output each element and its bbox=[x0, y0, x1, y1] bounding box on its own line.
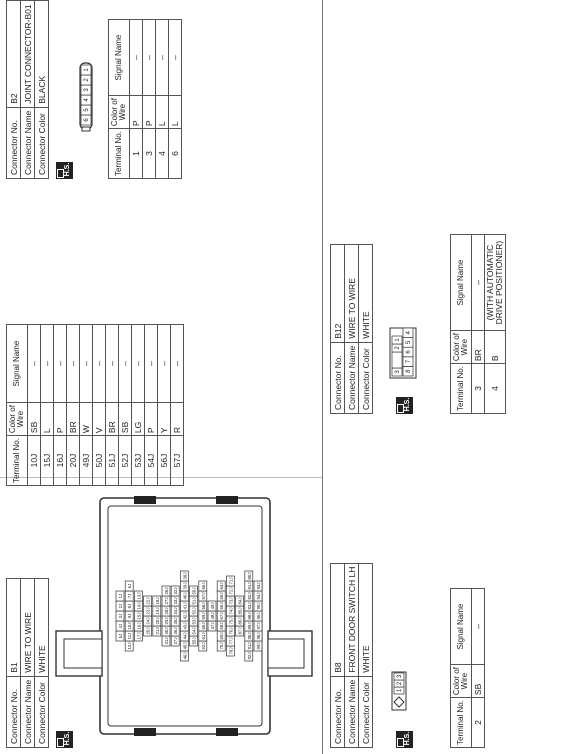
pin-label: 8 bbox=[406, 369, 412, 373]
signal-name-header: Signal Name bbox=[7, 325, 28, 403]
pin-label: 1J bbox=[118, 593, 123, 599]
pin-label: 88J bbox=[246, 612, 252, 620]
pin-label: 45J bbox=[182, 642, 188, 650]
wire-color: P bbox=[130, 96, 143, 129]
hs-icon: H.S. bbox=[396, 397, 413, 414]
pin-label: 38J bbox=[182, 572, 188, 580]
pin-label: 4 bbox=[84, 98, 90, 102]
terminal-no: 57J bbox=[171, 436, 184, 486]
connector-b8-info-table bbox=[330, 563, 373, 748]
pin-label: 42J bbox=[182, 612, 188, 620]
connector-no-value: B2 bbox=[7, 1, 21, 107]
pin-label: 28J bbox=[164, 607, 169, 615]
terminal-row bbox=[472, 235, 485, 414]
pin-label: 72J bbox=[228, 587, 234, 595]
pin-label: 41J bbox=[182, 602, 188, 610]
pin-label: 96J bbox=[256, 612, 261, 620]
pin-label: 29J bbox=[164, 617, 169, 625]
pin-label: 26J bbox=[164, 587, 169, 595]
terminal-row bbox=[145, 325, 158, 486]
terminal-no: 20J bbox=[67, 436, 80, 486]
pin-label: 35J bbox=[173, 617, 179, 625]
terminal-row bbox=[472, 589, 485, 748]
connector-no-value: B1 bbox=[7, 579, 21, 677]
pin-label: 1 bbox=[397, 688, 403, 693]
wire-color: P bbox=[143, 96, 156, 129]
pin-label: 67J bbox=[219, 612, 225, 620]
pin-label: 6 bbox=[84, 118, 90, 122]
terminal-no: 4 bbox=[485, 364, 506, 414]
pin-label: 47J bbox=[210, 622, 215, 630]
pin-label: 93J bbox=[256, 582, 261, 590]
pin-label: 53J bbox=[191, 617, 197, 625]
pin-label: 87J bbox=[237, 627, 243, 635]
pin-label: 86J bbox=[237, 617, 243, 625]
signal-name: – bbox=[156, 20, 169, 96]
pin-label: 95J bbox=[256, 602, 261, 610]
pin-label: 5J bbox=[118, 633, 123, 639]
pin-label: 77J bbox=[228, 637, 234, 645]
connector-color-value: WHITE bbox=[359, 245, 373, 343]
pin-label: 34J bbox=[173, 607, 179, 615]
connector-b12-info-table bbox=[330, 244, 373, 414]
pin-label: 56J bbox=[200, 582, 206, 590]
signal-name: – bbox=[119, 325, 132, 403]
signal-name-header: Signal Name bbox=[109, 20, 130, 96]
pin-label: 18J bbox=[154, 597, 160, 605]
pin-label: 61J bbox=[200, 632, 206, 640]
connector-name-value: WIRE TO WIRE bbox=[21, 579, 35, 677]
connector-b2-terminal-table bbox=[108, 19, 182, 179]
pin-label: 85J bbox=[237, 607, 243, 615]
signal-name: – bbox=[28, 325, 41, 403]
terminal-row bbox=[156, 20, 169, 179]
connector-name-label: Connector Name bbox=[21, 676, 35, 747]
connector-b2-face-diagram bbox=[66, 49, 106, 139]
pin-label: 2 bbox=[84, 78, 90, 82]
pin-label: 97J bbox=[256, 622, 261, 630]
connector-name-value: FRONT DOOR SWITCH LH bbox=[345, 563, 359, 676]
pin-label: 23J bbox=[145, 607, 151, 615]
signal-name: – bbox=[67, 325, 80, 403]
pin-label: 64J bbox=[219, 582, 225, 590]
pin-label: 82J bbox=[246, 592, 252, 600]
connector-no-label: Connector No. bbox=[331, 342, 345, 413]
wire-color: L bbox=[41, 403, 54, 436]
signal-name: – bbox=[54, 325, 67, 403]
pin-label: 81J bbox=[246, 582, 252, 590]
section-divider-horizontal bbox=[322, 0, 323, 754]
terminal-row bbox=[93, 325, 106, 486]
signal-name: – bbox=[41, 325, 54, 403]
terminal-no: 6 bbox=[169, 129, 182, 179]
terminal-no: 4 bbox=[156, 129, 169, 179]
pin-label: 33J bbox=[173, 597, 179, 605]
signal-name: – bbox=[130, 20, 143, 96]
pin-label: 19J bbox=[154, 607, 160, 615]
pin-label: 78J bbox=[228, 647, 234, 655]
pin-label: 9J bbox=[127, 613, 133, 619]
pin-label: 14J bbox=[136, 602, 142, 610]
connector-color-label: Connector Color bbox=[35, 676, 49, 747]
wire-color: P bbox=[145, 403, 158, 436]
pin-label: 24J bbox=[145, 617, 151, 625]
terminal-no: 51J bbox=[106, 436, 119, 486]
terminal-row bbox=[67, 325, 80, 486]
connector-color-label: Connector Color bbox=[359, 342, 373, 413]
signal-name-header: Signal Name bbox=[451, 589, 472, 665]
pin-label: 43J bbox=[182, 622, 188, 630]
connector-b1-info-table bbox=[6, 578, 49, 748]
pin-label: 15J bbox=[136, 612, 142, 620]
color-of-wire-header: Color of Wire bbox=[451, 331, 472, 364]
terminal-no: 1 bbox=[130, 129, 143, 179]
pin-label: 12J bbox=[127, 642, 133, 650]
pin-label: 57J bbox=[200, 592, 206, 600]
connector-b2-pin-array bbox=[81, 65, 91, 125]
pin-label: 92J bbox=[246, 652, 252, 660]
wire-color: SB bbox=[28, 403, 41, 436]
connector-no-value: B12 bbox=[331, 245, 345, 343]
connector-color-value: WHITE bbox=[359, 563, 373, 676]
connector-b12-section bbox=[330, 224, 504, 414]
wire-color: BR bbox=[67, 403, 80, 436]
pin-label: 94J bbox=[256, 592, 261, 600]
terminal-row bbox=[132, 325, 145, 486]
connector-b8-section bbox=[330, 558, 483, 748]
pin-label: 4J bbox=[118, 623, 123, 629]
pin-label: 8J bbox=[127, 603, 133, 609]
hs-icon: H.S. bbox=[56, 162, 73, 179]
pin-label: 13J bbox=[136, 592, 142, 600]
terminal-row bbox=[485, 235, 506, 414]
connector-no-value: B8 bbox=[331, 563, 345, 676]
pin-label: 46J bbox=[182, 652, 188, 660]
pin-label: 54J bbox=[191, 627, 197, 635]
terminal-no-header: Terminal No. bbox=[451, 364, 472, 414]
hs-icon: H.S. bbox=[396, 731, 413, 748]
hs-icon: H.S. bbox=[56, 731, 73, 748]
wire-color: BR bbox=[472, 331, 485, 364]
pin-label: 3 bbox=[397, 674, 403, 679]
terminal-no: 53J bbox=[132, 436, 145, 486]
connector-b8-face-diagram bbox=[382, 658, 432, 718]
wire-color: L bbox=[156, 96, 169, 129]
wire-color: Y bbox=[158, 403, 171, 436]
pin-label: 7 bbox=[406, 359, 412, 364]
pin-label: 2J bbox=[118, 603, 123, 609]
connector-name-label: Connector Name bbox=[345, 342, 359, 413]
wire-color: P bbox=[54, 403, 67, 436]
pin-label: 40J bbox=[182, 592, 188, 600]
pin-label: 6J bbox=[127, 583, 133, 589]
pin-label: 10J bbox=[127, 622, 133, 630]
pin-label: 7J bbox=[127, 593, 133, 599]
pin-label: 99J bbox=[256, 642, 261, 650]
signal-name: – bbox=[143, 20, 156, 96]
pin-label: 2 bbox=[395, 346, 401, 350]
pin-label: 21J bbox=[154, 627, 160, 635]
connector-b2-info-table bbox=[6, 0, 49, 179]
pin-label: 49J bbox=[210, 602, 215, 610]
terminal-no: 54J bbox=[145, 436, 158, 486]
connector-name-label: Connector Name bbox=[345, 676, 359, 747]
pin-label: 55J bbox=[191, 637, 197, 645]
terminal-row bbox=[80, 325, 93, 486]
pin-label: 70J bbox=[219, 642, 225, 650]
pin-label: 2 bbox=[397, 681, 403, 686]
terminal-no: 10J bbox=[28, 436, 41, 486]
terminal-no-header: Terminal No. bbox=[451, 698, 472, 748]
terminal-no: 16J bbox=[54, 436, 67, 486]
terminal-row bbox=[119, 325, 132, 486]
pin-label: 59J bbox=[200, 612, 206, 620]
pin-label: 32J bbox=[173, 587, 179, 595]
pin-label: 91J bbox=[246, 642, 252, 650]
pin-label: 84J bbox=[237, 597, 243, 605]
connector-b1-terminal-table bbox=[6, 324, 184, 486]
connector-b2-section bbox=[6, 4, 180, 179]
terminal-row bbox=[54, 325, 67, 486]
terminal-row bbox=[171, 325, 184, 486]
terminal-no-header: Terminal No. bbox=[109, 129, 130, 179]
terminal-no: 52J bbox=[119, 436, 132, 486]
terminal-row bbox=[158, 325, 171, 486]
pin-label: 5 bbox=[406, 340, 412, 345]
pin-label: 1 bbox=[395, 338, 401, 342]
connector-b8-pin-array bbox=[394, 673, 404, 694]
terminal-no: 49J bbox=[80, 436, 93, 486]
pin-label: 65J bbox=[219, 592, 225, 600]
connector-color-value: BLACK bbox=[35, 1, 49, 107]
color-of-wire-header: Color of Wire bbox=[109, 96, 130, 129]
pin-label: 5 bbox=[84, 108, 90, 112]
signal-name: (WITH AUTOMATIC DRIVE POSITIONER) bbox=[485, 235, 506, 331]
pin-label: 39J bbox=[182, 582, 188, 590]
terminal-row bbox=[130, 20, 143, 179]
pin-label: 71J bbox=[228, 577, 234, 585]
pin-label: 48J bbox=[210, 612, 215, 620]
pin-label: 30J bbox=[164, 627, 169, 635]
signal-name-header: Signal Name bbox=[451, 235, 472, 331]
connector-no-label: Connector No. bbox=[331, 676, 345, 747]
connector-no-label: Connector No. bbox=[7, 107, 21, 178]
connector-no-label: Connector No. bbox=[7, 676, 21, 747]
connector-b1-face-diagram bbox=[54, 496, 314, 736]
pin-label: 44J bbox=[182, 632, 188, 640]
pin-label: 17J bbox=[136, 632, 142, 640]
connector-name-label: Connector Name bbox=[21, 107, 35, 178]
terminal-row bbox=[169, 20, 182, 179]
connector-name-value: JOINT CONNECTOR-B01 bbox=[21, 1, 35, 107]
pin-label: 73J bbox=[228, 597, 234, 605]
pin-label: 11J bbox=[127, 632, 133, 640]
terminal-no-header: Terminal No. bbox=[7, 436, 28, 486]
terminal-row bbox=[28, 325, 41, 486]
pin-label: 22J bbox=[145, 597, 151, 605]
wire-color: L bbox=[169, 96, 182, 129]
pin-label: 3J bbox=[118, 613, 123, 619]
signal-name: – bbox=[169, 20, 182, 96]
terminal-no: 2 bbox=[472, 698, 485, 748]
pin-label: 25J bbox=[145, 627, 151, 635]
connector-color-label: Connector Color bbox=[359, 676, 373, 747]
connector-name-value: WIRE TO WIRE bbox=[345, 245, 359, 343]
pin-label: 20J bbox=[154, 617, 160, 625]
pin-label: 68J bbox=[219, 622, 225, 630]
connector-color-label: Connector Color bbox=[35, 107, 49, 178]
pin-label: 90J bbox=[246, 632, 252, 640]
pin-label: 69J bbox=[219, 632, 225, 640]
pin-label: 58J bbox=[200, 602, 206, 610]
terminal-row bbox=[41, 325, 54, 486]
wire-color: SB bbox=[119, 403, 132, 436]
pin-label: 4 bbox=[406, 331, 412, 335]
pin-label: 3 bbox=[395, 370, 401, 374]
pin-label: 51J bbox=[191, 597, 197, 605]
terminal-no: 15J bbox=[41, 436, 54, 486]
terminal-row bbox=[106, 325, 119, 486]
terminal-no: 50J bbox=[93, 436, 106, 486]
wire-color: W bbox=[80, 403, 93, 436]
pin-cell bbox=[392, 352, 402, 368]
pin-label: 80J bbox=[246, 572, 252, 580]
wire-color: B bbox=[485, 331, 506, 364]
wire-color: SB bbox=[472, 665, 485, 698]
pin-label: 3 bbox=[84, 88, 90, 92]
signal-name: – bbox=[106, 325, 119, 403]
pin-label: 62J bbox=[200, 642, 206, 650]
color-of-wire-header: Color of Wire bbox=[451, 665, 472, 698]
pin-label: 37J bbox=[173, 637, 179, 645]
pin-label: 75J bbox=[228, 617, 234, 625]
pin-label: 50J bbox=[191, 587, 197, 595]
pin-label: 66J bbox=[219, 602, 225, 610]
pin-label: 31J bbox=[164, 637, 169, 645]
wire-color: V bbox=[93, 403, 106, 436]
pin-label: 16J bbox=[136, 622, 142, 630]
pin-label: 36J bbox=[173, 627, 179, 635]
pin-label: 27J bbox=[164, 597, 169, 605]
signal-name: – bbox=[93, 325, 106, 403]
wire-color: LG bbox=[132, 403, 145, 436]
pin-label: 1 bbox=[84, 68, 90, 72]
connector-b12-face-diagram bbox=[382, 304, 432, 384]
connector-b12-terminal-table bbox=[450, 234, 506, 414]
signal-name: – bbox=[132, 325, 145, 403]
pin-label: 89J bbox=[246, 622, 252, 630]
signal-name: – bbox=[472, 589, 485, 665]
terminal-no: 3 bbox=[143, 129, 156, 179]
signal-name: – bbox=[158, 325, 171, 403]
signal-name: – bbox=[472, 235, 485, 331]
wire-color: BR bbox=[106, 403, 119, 436]
terminal-no: 3 bbox=[472, 364, 485, 414]
connector-b8-terminal-table bbox=[450, 588, 485, 748]
pin-label: 76J bbox=[228, 627, 234, 635]
color-of-wire-header: Color of Wire bbox=[7, 403, 28, 436]
pin-label: 60J bbox=[200, 622, 206, 630]
pin-label: 74J bbox=[228, 607, 234, 615]
pin-label: 6 bbox=[406, 350, 412, 354]
signal-name: – bbox=[145, 325, 158, 403]
terminal-row bbox=[143, 20, 156, 179]
wire-color: R bbox=[171, 403, 184, 436]
connector-b1-section bbox=[6, 323, 261, 748]
connector-color-value: WHITE bbox=[35, 579, 49, 677]
pin-label: 52J bbox=[191, 607, 197, 615]
terminal-no: 56J bbox=[158, 436, 171, 486]
pin-label: 83J bbox=[246, 602, 252, 610]
signal-name: – bbox=[171, 325, 184, 403]
pin-label: 98J bbox=[256, 632, 261, 640]
signal-name: – bbox=[80, 325, 93, 403]
